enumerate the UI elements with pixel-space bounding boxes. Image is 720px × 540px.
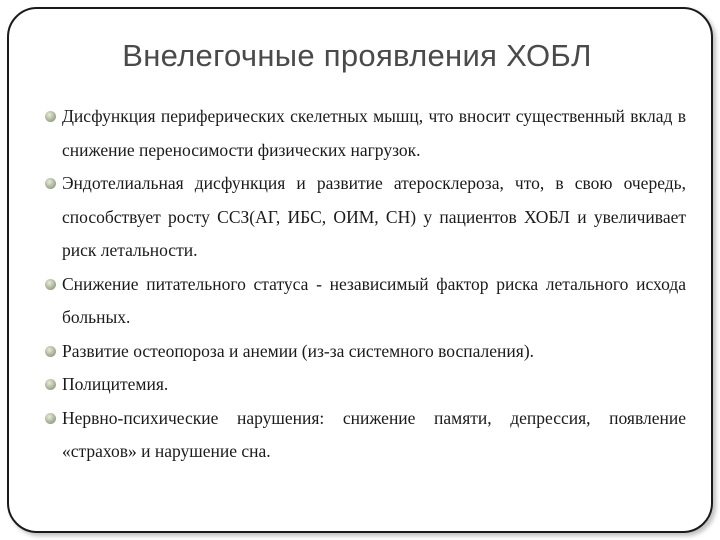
bullet-icon xyxy=(45,111,56,122)
bullet-text: Нервно-психические нарушения: снижение памяти, депрессия, появление «страхов» и нарушение сна. xyxy=(62,407,686,461)
bullet-icon xyxy=(45,379,56,390)
bullet-icon xyxy=(45,413,56,424)
list-item xyxy=(44,100,686,167)
bullet-list xyxy=(44,100,686,469)
list-item xyxy=(44,335,686,369)
bullet-icon xyxy=(45,178,56,189)
bullet-icon xyxy=(45,279,56,290)
bullet-text: Эндотелиальная дисфункция и развитие атеросклероза, что, в свою очередь, способствует росту ССЗ(АГ, ИБС, ОИМ, СН) у пациентов ХОБЛ и увеличивает риск летальности. xyxy=(62,173,686,260)
bullet-text: Полицитемия. xyxy=(62,374,169,394)
list-item xyxy=(44,368,686,402)
bullet-icon xyxy=(45,346,56,357)
list-item xyxy=(44,268,686,335)
slide-title: Внелегочные проявления ХОБЛ xyxy=(122,38,592,73)
bullet-text: Дисфункция периферических скелетных мышц, что вносит существенный вклад в снижение переносимости физических нагрузок. xyxy=(62,106,686,160)
list-item xyxy=(44,167,686,268)
list-item xyxy=(44,402,686,469)
bullet-text: Снижение питательного статуса - независимый фактор риска летального исхода больных. xyxy=(62,273,686,327)
bullet-text: Развитие остеопороза и анемии (из-за системного воспаления). xyxy=(62,340,535,361)
